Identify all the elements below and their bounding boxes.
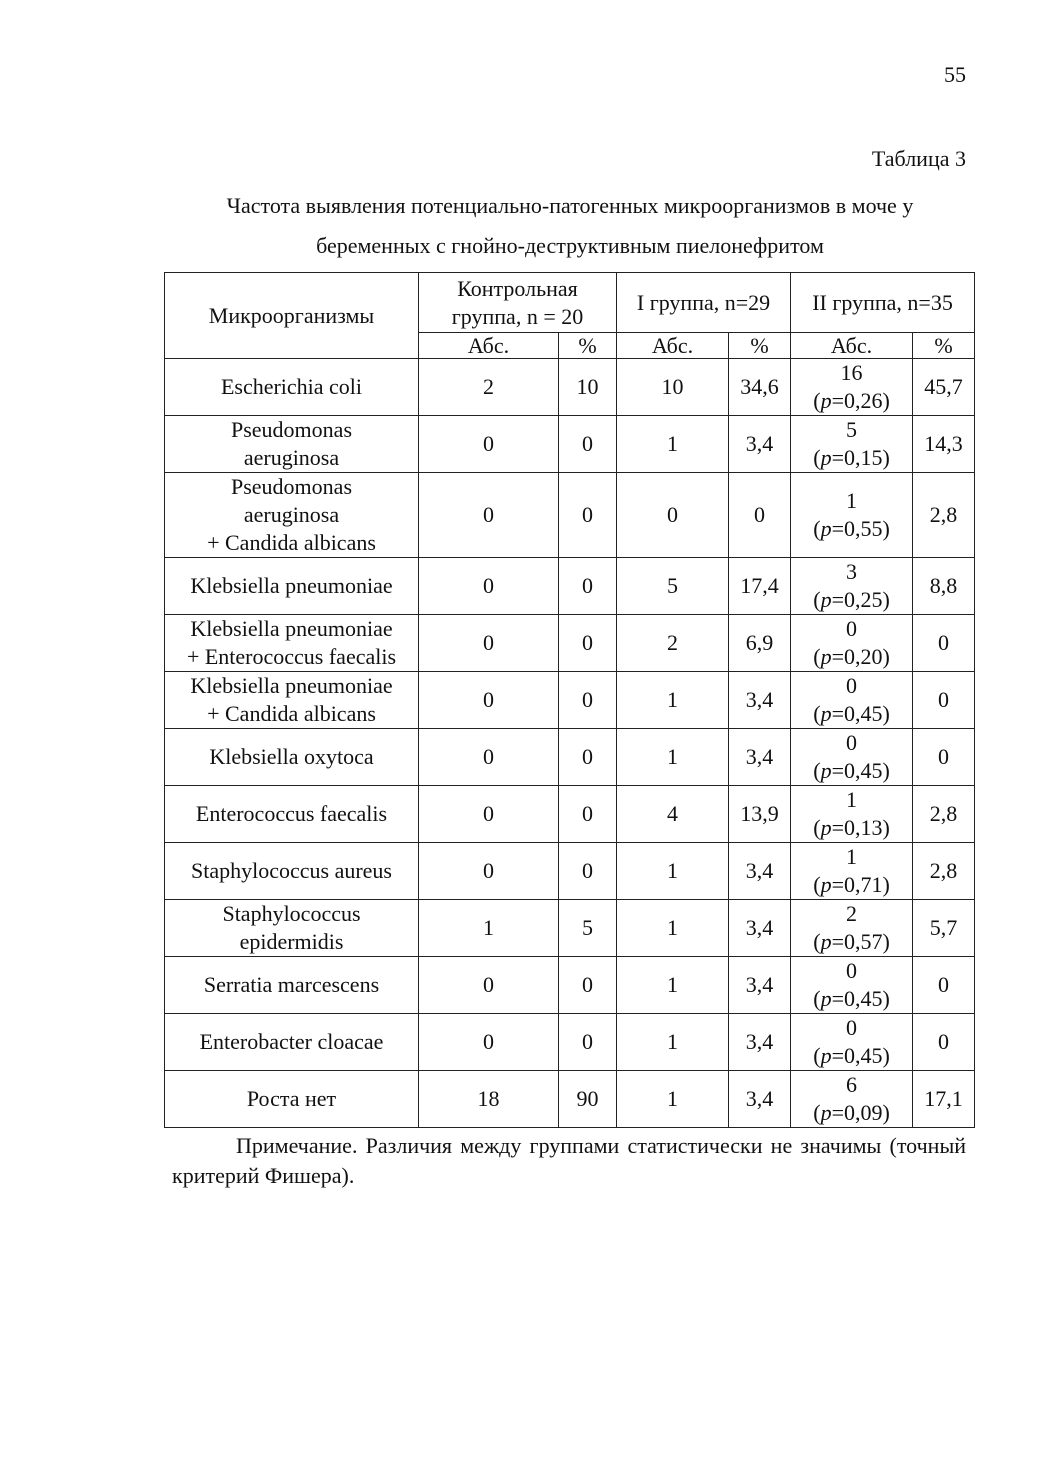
control-abs-cell: 0 — [419, 729, 559, 786]
group1-pct-cell: 3,4 — [729, 729, 791, 786]
subheader-pct: % — [559, 333, 617, 359]
control-pct-cell: 10 — [559, 359, 617, 416]
header-control-line: Контрольная — [457, 275, 578, 301]
control-pct-cell: 0 — [559, 615, 617, 672]
header-control-group — [419, 273, 617, 333]
group2-abs-value: 16 — [840, 360, 863, 385]
microorganism-name-line: Pseudomonas — [231, 417, 352, 442]
microorganism-name — [165, 1014, 419, 1071]
microorganism-name — [165, 416, 419, 473]
control-abs-cell: 0 — [419, 558, 559, 615]
control-abs-cell: 0 — [419, 843, 559, 900]
header-control-line: группа, n = 20 — [451, 303, 584, 329]
p-value: (p=0,25) — [813, 587, 890, 612]
group1-abs-cell: 1 — [617, 843, 729, 900]
table-row — [165, 900, 975, 957]
microorganism-name-line: Pseudomonas — [231, 474, 352, 499]
p-value: (p=0,55) — [813, 516, 890, 541]
group2-abs-value: 6 — [846, 1072, 858, 1097]
p-value-number: =0,13) — [831, 815, 890, 840]
p-value-number: =0,26) — [831, 388, 890, 413]
microorganism-name-line: Enterobacter cloacae — [199, 1029, 384, 1054]
p-value: (p=0,45) — [813, 986, 890, 1011]
p-value: (p=0,71) — [813, 872, 890, 897]
group2-abs-cell — [791, 843, 913, 900]
p-value-number: =0,25) — [831, 587, 890, 612]
p-symbol: p — [820, 1043, 832, 1068]
p-value: (p=0,26) — [813, 388, 890, 413]
p-symbol: p — [820, 516, 832, 541]
group2-abs-cell — [791, 900, 913, 957]
microorganism-name-line: Роста нет — [246, 1086, 337, 1111]
group1-abs-cell: 2 — [617, 615, 729, 672]
subheader-pct: % — [729, 333, 791, 359]
p-value: (p=0,57) — [813, 929, 890, 954]
group1-pct-cell: 13,9 — [729, 786, 791, 843]
microorganism-name-line: Klebsiella pneumoniae — [190, 673, 393, 698]
control-pct-cell: 5 — [559, 900, 617, 957]
table-body — [165, 359, 975, 1128]
group2-abs-value: 1 — [846, 844, 858, 869]
microorganism-name-line: aeruginosa — [243, 502, 340, 527]
group1-pct-cell: 34,6 — [729, 359, 791, 416]
group2-abs-value: 0 — [846, 958, 858, 983]
group2-abs-value: 1 — [846, 488, 858, 513]
group2-pct-cell: 0 — [913, 672, 975, 729]
p-symbol: p — [820, 587, 832, 612]
microorganism-name-line: Staphylococcus aureus — [191, 858, 392, 883]
header-row — [165, 273, 975, 333]
group2-abs-cell — [791, 615, 913, 672]
control-abs-cell: 0 — [419, 615, 559, 672]
table-note: Примечание. Различия между группами статистически не значимы (точный критерий Фишера). — [172, 1133, 966, 1188]
caption-line: Частота выявления потенциально-патогенных микроорганизмов в моче у — [226, 193, 914, 218]
microorganism-name-line: Serratia marcescens — [203, 972, 380, 997]
p-symbol: p — [820, 758, 832, 783]
group2-abs-value: 0 — [846, 1015, 858, 1040]
p-value-number: =0,57) — [831, 929, 890, 954]
table-row — [165, 558, 975, 615]
group2-pct-cell: 8,8 — [913, 558, 975, 615]
group1-abs-cell: 1 — [617, 1071, 729, 1128]
table-row — [165, 843, 975, 900]
table-label: Таблица 3 — [871, 146, 966, 171]
group1-abs-cell: 4 — [617, 786, 729, 843]
group2-abs-value: 0 — [846, 616, 858, 641]
p-value-number: =0,71) — [831, 872, 890, 897]
control-pct-cell: 0 — [559, 957, 617, 1014]
group2-abs-cell — [791, 473, 913, 558]
group1-abs-cell: 5 — [617, 558, 729, 615]
group2-pct-cell: 17,1 — [913, 1071, 975, 1128]
microorganism-name — [165, 957, 419, 1014]
p-value: (p=0,45) — [813, 758, 890, 783]
group1-abs-cell: 1 — [617, 416, 729, 473]
control-abs-cell: 18 — [419, 1071, 559, 1128]
subheader-abs: Абс. — [617, 333, 729, 359]
group2-pct-cell: 14,3 — [913, 416, 975, 473]
group2-abs-cell — [791, 786, 913, 843]
group1-pct-cell: 17,4 — [729, 558, 791, 615]
control-abs-cell: 0 — [419, 416, 559, 473]
control-abs-cell: 2 — [419, 359, 559, 416]
p-value-number: =0,20) — [831, 644, 890, 669]
control-pct-cell: 0 — [559, 1014, 617, 1071]
table-caption — [165, 186, 975, 266]
p-symbol: p — [820, 445, 832, 470]
microorganism-name — [165, 359, 419, 416]
group2-pct-cell: 5,7 — [913, 900, 975, 957]
microorganism-name-line: aeruginosa — [243, 445, 340, 470]
group1-abs-cell: 1 — [617, 900, 729, 957]
group2-abs-value: 0 — [846, 673, 858, 698]
group1-pct-cell: 3,4 — [729, 1014, 791, 1071]
control-abs-cell: 0 — [419, 473, 559, 558]
group2-pct-cell: 2,8 — [913, 786, 975, 843]
control-abs-cell: 0 — [419, 1014, 559, 1071]
group2-abs-value: 0 — [846, 730, 858, 755]
group2-abs-cell — [791, 729, 913, 786]
microorganism-name — [165, 558, 419, 615]
page-number: 55 — [944, 62, 966, 87]
control-pct-cell: 0 — [559, 843, 617, 900]
group2-pct-cell: 2,8 — [913, 843, 975, 900]
group1-pct-cell: 3,4 — [729, 957, 791, 1014]
control-pct-cell: 0 — [559, 786, 617, 843]
table-row — [165, 672, 975, 729]
control-abs-cell: 0 — [419, 672, 559, 729]
group1-pct-cell: 3,4 — [729, 843, 791, 900]
caption-line: беременных с гнойно-деструктивным пиелонефритом — [316, 233, 824, 258]
group1-abs-cell: 1 — [617, 1014, 729, 1071]
p-symbol: p — [820, 644, 832, 669]
group1-abs-cell: 1 — [617, 957, 729, 1014]
group2-abs-cell — [791, 1071, 913, 1128]
subheader-abs: Абс. — [791, 333, 913, 359]
header-microorganisms: Микроорганизмы — [165, 273, 419, 359]
group2-pct-cell: 0 — [913, 1014, 975, 1071]
group1-abs-cell: 1 — [617, 672, 729, 729]
p-value-number: =0,45) — [831, 986, 890, 1011]
microorganism-name — [165, 615, 419, 672]
group2-abs-value: 3 — [846, 559, 858, 584]
microorganism-name-line: + Candida albicans — [207, 701, 376, 726]
microorganism-name — [165, 843, 419, 900]
group2-pct-cell: 0 — [913, 957, 975, 1014]
microorganism-name — [165, 672, 419, 729]
header-group-2: II группа, n=35 — [791, 273, 975, 333]
microorganism-name-line: Escherichia coli — [220, 374, 363, 399]
control-pct-cell: 0 — [559, 473, 617, 558]
table-row — [165, 473, 975, 558]
group2-abs-cell — [791, 558, 913, 615]
table-row — [165, 957, 975, 1014]
control-pct-cell: 0 — [559, 729, 617, 786]
p-symbol: p — [820, 388, 832, 413]
group1-abs-cell: 1 — [617, 729, 729, 786]
group1-pct-cell: 0 — [729, 473, 791, 558]
p-value: (p=0,15) — [813, 445, 890, 470]
table-row — [165, 615, 975, 672]
microorganism-name-line: Klebsiella oxytoca — [209, 744, 374, 769]
control-abs-cell: 0 — [419, 957, 559, 1014]
group2-abs-value: 5 — [846, 417, 858, 442]
microorganisms-table — [164, 272, 975, 1128]
control-pct-cell: 0 — [559, 558, 617, 615]
control-pct-cell: 0 — [559, 416, 617, 473]
group2-abs-cell — [791, 416, 913, 473]
group2-abs-value: 2 — [846, 901, 858, 926]
table-row — [165, 416, 975, 473]
p-value: (p=0,20) — [813, 644, 890, 669]
p-symbol: p — [820, 1100, 832, 1125]
p-symbol: p — [820, 701, 832, 726]
microorganism-name — [165, 473, 419, 558]
p-value: (p=0,45) — [813, 1043, 890, 1068]
p-symbol: p — [820, 929, 832, 954]
p-value-number: =0,45) — [831, 1043, 890, 1068]
microorganism-name-line: epidermidis — [239, 929, 344, 954]
group1-pct-cell: 3,4 — [729, 1071, 791, 1128]
microorganism-name — [165, 900, 419, 957]
subheader-pct: % — [913, 333, 975, 359]
group2-abs-cell — [791, 957, 913, 1014]
group1-pct-cell: 6,9 — [729, 615, 791, 672]
group2-pct-cell: 2,8 — [913, 473, 975, 558]
p-value: (p=0,13) — [813, 815, 890, 840]
group1-abs-cell: 0 — [617, 473, 729, 558]
microorganism-name-line: Staphylococcus — [222, 901, 361, 926]
p-value-number: =0,09) — [831, 1100, 890, 1125]
p-symbol: p — [820, 872, 832, 897]
p-value: (p=0,45) — [813, 701, 890, 726]
table-row — [165, 359, 975, 416]
microorganism-name-line: + Enterococcus faecalis — [186, 644, 397, 669]
group1-pct-cell: 3,4 — [729, 672, 791, 729]
p-value-number: =0,55) — [831, 516, 890, 541]
microorganism-name-line: Klebsiella pneumoniae — [190, 616, 393, 641]
group2-abs-cell — [791, 359, 913, 416]
group2-pct-cell: 0 — [913, 729, 975, 786]
table-row — [165, 786, 975, 843]
subheader-abs: Абс. — [419, 333, 559, 359]
p-symbol: p — [820, 815, 832, 840]
control-abs-cell: 0 — [419, 786, 559, 843]
group2-abs-value: 1 — [846, 787, 858, 812]
table-row — [165, 1071, 975, 1128]
control-pct-cell: 90 — [559, 1071, 617, 1128]
microorganism-name — [165, 1071, 419, 1128]
p-value-number: =0,45) — [831, 758, 890, 783]
group1-pct-cell: 3,4 — [729, 416, 791, 473]
microorganism-name-line: + Candida albicans — [207, 530, 376, 555]
control-pct-cell: 0 — [559, 672, 617, 729]
table-row — [165, 1014, 975, 1071]
p-value-number: =0,45) — [831, 701, 890, 726]
microorganism-name — [165, 786, 419, 843]
microorganism-name — [165, 729, 419, 786]
control-abs-cell: 1 — [419, 900, 559, 957]
microorganism-name-line: Klebsiella pneumoniae — [190, 573, 393, 598]
group2-abs-cell — [791, 672, 913, 729]
group2-pct-cell: 45,7 — [913, 359, 975, 416]
p-value: (p=0,09) — [813, 1100, 890, 1125]
group1-abs-cell: 10 — [617, 359, 729, 416]
header-group-1: I группа, n=29 — [617, 273, 791, 333]
group1-pct-cell: 3,4 — [729, 900, 791, 957]
group2-abs-cell — [791, 1014, 913, 1071]
group2-pct-cell: 0 — [913, 615, 975, 672]
microorganism-name-line: Enterococcus faecalis — [195, 801, 388, 826]
p-value-number: =0,15) — [831, 445, 890, 470]
p-symbol: p — [820, 986, 832, 1011]
table-row — [165, 729, 975, 786]
